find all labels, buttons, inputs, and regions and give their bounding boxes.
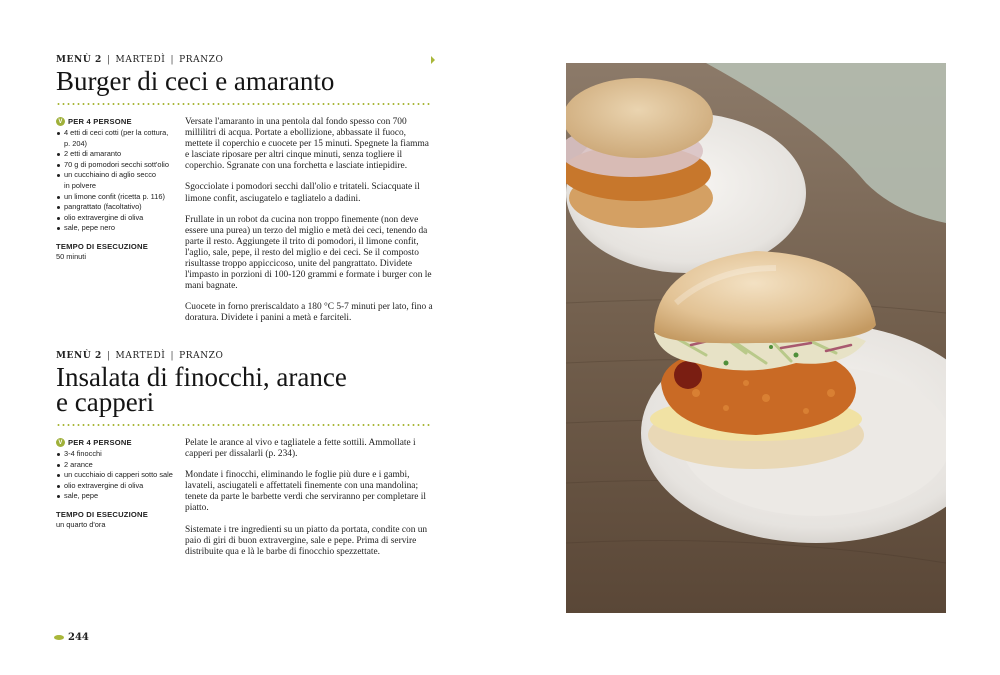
title-line: Burger di ceci e amaranto: [56, 66, 335, 96]
ingredient-item: 70 g di pomodori secchi sott'olio: [56, 160, 178, 171]
page-number: [54, 632, 89, 643]
recipe-salad: [56, 351, 432, 557]
ingredients-column: [56, 438, 178, 530]
leaf-icon: [54, 635, 64, 640]
method-paragraph: Cuocete in forno preriscaldato a 180 °C 5-7 minuti per lato, fino a doratura. Dividete i panini a metà e farciteli.: [185, 302, 433, 324]
serves-line: [56, 438, 178, 447]
dotted-divider: [56, 103, 432, 105]
ingredient-item: olio extravergine di oliva: [56, 481, 178, 492]
day-label: MARTEDÌ: [115, 55, 166, 65]
ingredient-item: sale, pepe: [56, 491, 178, 502]
method-paragraph: Frullate in un robot da cucina non troppo finemente (non deve essere una purea) un terzo del miglio e metà dei ceci, tenendo da parte il resto. Aggiungete il trito di pomodori, il limone confit, l'aglio, sale, pepe, il resto del miglio e dei ceci. Se il composto risultasse troppo appiccicoso, unite del pangrattato. Dividete l'impasto in porzioni di 100-120 grammi e formate i burger con le mani bagnate.: [185, 214, 432, 292]
meal-label: PRANZO: [179, 351, 224, 361]
time-value: 50 minuti: [56, 251, 86, 261]
vegetarian-icon: V: [56, 117, 65, 126]
serves-label: PER 4 PERSONE: [68, 117, 132, 126]
day-label: MARTEDÌ: [115, 351, 166, 361]
method-paragraph: Mondate i finocchi, eliminando le foglie più dure e i gambi, lavateli, asciugateli e affettateli finemente con una mandolina; tenete da parte le barbette verdi che serviranno per completare il piatto.: [185, 470, 427, 514]
right-page: [500, 0, 1000, 675]
recipe-title: [56, 66, 432, 96]
method-column: [185, 438, 435, 568]
title-line: Insalata di finocchi, arance: [56, 362, 347, 392]
time-label: TEMPO DI ESECUZIONE: [56, 241, 148, 251]
serves-label: PER 4 PERSONE: [68, 438, 132, 447]
recipe-header: MENÙ 2 | MARTEDÌ | PRANZO: [56, 55, 224, 65]
ingredient-item: sale, pepe nero: [56, 223, 178, 234]
method-paragraph: Sgocciolate i pomodori secchi dall'olio e tritateli. Sciacquate il limone confit, asciugatelo e tagliatelo a dadini.: [185, 182, 420, 204]
back-bun-top: [566, 78, 713, 158]
ingredient-item: olio extravergine di oliva: [56, 213, 178, 224]
ingredient-item: pangrattato (facoltativo): [56, 202, 178, 213]
time-value: un quarto d'ora: [56, 519, 106, 529]
recipe-title: [56, 362, 432, 417]
dried-tomato: [674, 361, 702, 389]
ingredient-item: un cucchiaio di capperi sotto sale: [56, 470, 178, 481]
recipe-burger: [56, 55, 433, 324]
page-number-text: 244: [68, 632, 89, 643]
ingredient-item: in polvere: [64, 180, 97, 190]
recipe-header: MENÙ 2 | MARTEDÌ | PRANZO: [56, 351, 224, 361]
ingredient-item: p. 204): [64, 138, 88, 148]
meal-label: PRANZO: [179, 55, 224, 65]
method-paragraph: Sistemate i tre ingredienti su un piatto da portata, condite con un paio di giri di buon extravergine, sale e pepe. Prima di servire distribuite qua e là le barbe di finocchio spezzettate.: [185, 524, 428, 557]
ingredient-item: 4 etti di ceci cotti (per la cottura,: [56, 128, 178, 139]
ingredient-list: [56, 128, 178, 234]
ingredient-item: un cucchiaino di aglio secco: [56, 170, 178, 181]
serves-line: [56, 117, 178, 126]
ingredient-item: 2 etti di amaranto: [56, 149, 178, 160]
method-paragraph: Versate l'amaranto in una pentola dal fondo spesso con 700 millilitri di acqua. Portate a ebollizione, abbassate il fuoco, mettete il coperchio e cuocete per 15 minuti. Spegnete la fiamma e lasciate riposare per altri cinque minuti, senza togliere il coperchio. Sgranate con una forchetta e lasciate intiepidire.: [185, 117, 429, 172]
burger-photo-illustration: [566, 63, 946, 613]
menu-label: MENÙ 2: [56, 55, 102, 65]
method-paragraph: Pelate le arance al vivo e tagliatele a fette sottili. Ammollate i capperi per dissalarli (p. 234).: [185, 438, 416, 460]
ingredients-column: [56, 117, 178, 262]
menu-label: MENÙ 2: [56, 351, 102, 361]
vegetarian-icon: V: [56, 438, 65, 447]
method-column: [185, 117, 435, 335]
time-label: TEMPO DI ESECUZIONE: [56, 509, 148, 519]
ingredient-list: [56, 449, 178, 502]
ingredient-item: 3-4 finocchi: [56, 449, 178, 460]
ingredient-item: un limone confit (ricetta p. 116): [56, 192, 178, 203]
dotted-divider: [56, 424, 432, 426]
burger-photo: [566, 63, 946, 613]
title-line: e capperi: [56, 387, 155, 417]
ingredient-item: 2 arance: [56, 460, 178, 471]
